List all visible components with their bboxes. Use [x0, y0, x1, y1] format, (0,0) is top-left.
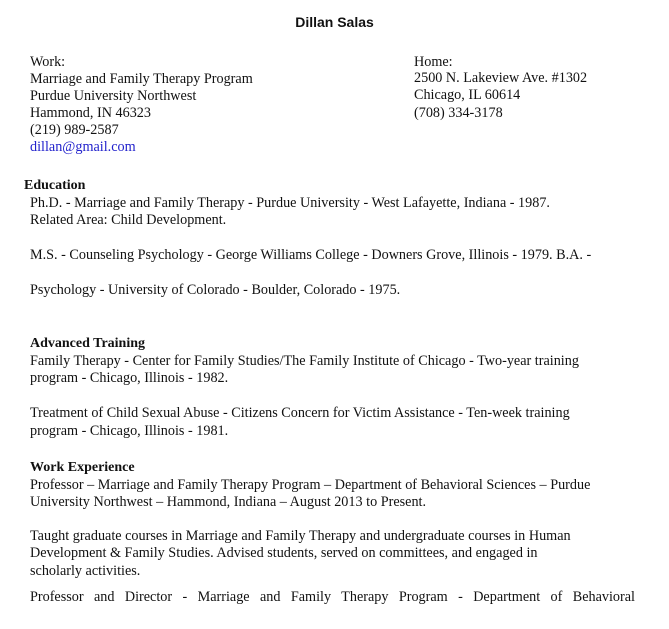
work-phone: (219) 989-2587: [30, 122, 119, 138]
experience-line: University Northwest – Hammond, Indiana – August 2013 to Present.: [30, 494, 427, 510]
work-line: Marriage and Family Therapy Program: [30, 71, 253, 87]
education-heading: Education: [24, 178, 86, 193]
education-line: Psychology - University of Colorado - Boulder, Colorado - 1975.: [30, 282, 401, 298]
work-label: Work:: [30, 54, 66, 70]
education-line: Related Area: Child Development.: [30, 212, 227, 228]
training-line: Treatment of Child Sexual Abuse - Citizens Concern for Victim Assistance - Ten-week training: [30, 405, 570, 421]
training-line: program - Chicago, Illinois - 1981.: [30, 423, 229, 439]
experience-line: scholarly activities.: [30, 563, 141, 579]
work-line: Purdue University Northwest: [30, 88, 197, 104]
experience-line: Development & Family Studies. Advised students, served on committees, and engaged in: [30, 545, 538, 561]
home-line: 2500 N. Lakeview Ave. #1302: [414, 70, 588, 86]
work-experience-heading: Work Experience: [30, 460, 135, 475]
education-line: M.S. - Counseling Psychology - George Williams College - Downers Grove, Illinois - 1979. B.A. -: [30, 247, 592, 263]
email-link[interactable]: dillan@gmail.com: [30, 139, 136, 155]
home-line: Chicago, IL 60614: [414, 87, 521, 103]
training-line: Family Therapy - Center for Family Studies/The Family Institute of Chicago - Two-year training: [30, 353, 579, 369]
education-line: Ph.D. - Marriage and Family Therapy - Purdue University - West Lafayette, Indiana - 1987.: [30, 195, 550, 211]
experience-line: Professor and Director - Marriage and Family Therapy Program - Department of Behavioral: [30, 589, 635, 605]
advanced-training-heading: Advanced Training: [30, 336, 146, 351]
home-label: Home:: [414, 54, 453, 70]
home-phone: (708) 334-3178: [414, 105, 503, 121]
experience-line: Taught graduate courses in Marriage and Family Therapy and undergraduate courses in Human: [30, 528, 571, 544]
document-title: Dillan Salas: [295, 14, 374, 30]
experience-line: Professor – Marriage and Family Therapy Program – Department of Behavioral Sciences – Purdue: [30, 477, 591, 493]
training-line: program - Chicago, Illinois - 1982.: [30, 370, 229, 386]
work-line: Hammond, IN 46323: [30, 105, 151, 121]
